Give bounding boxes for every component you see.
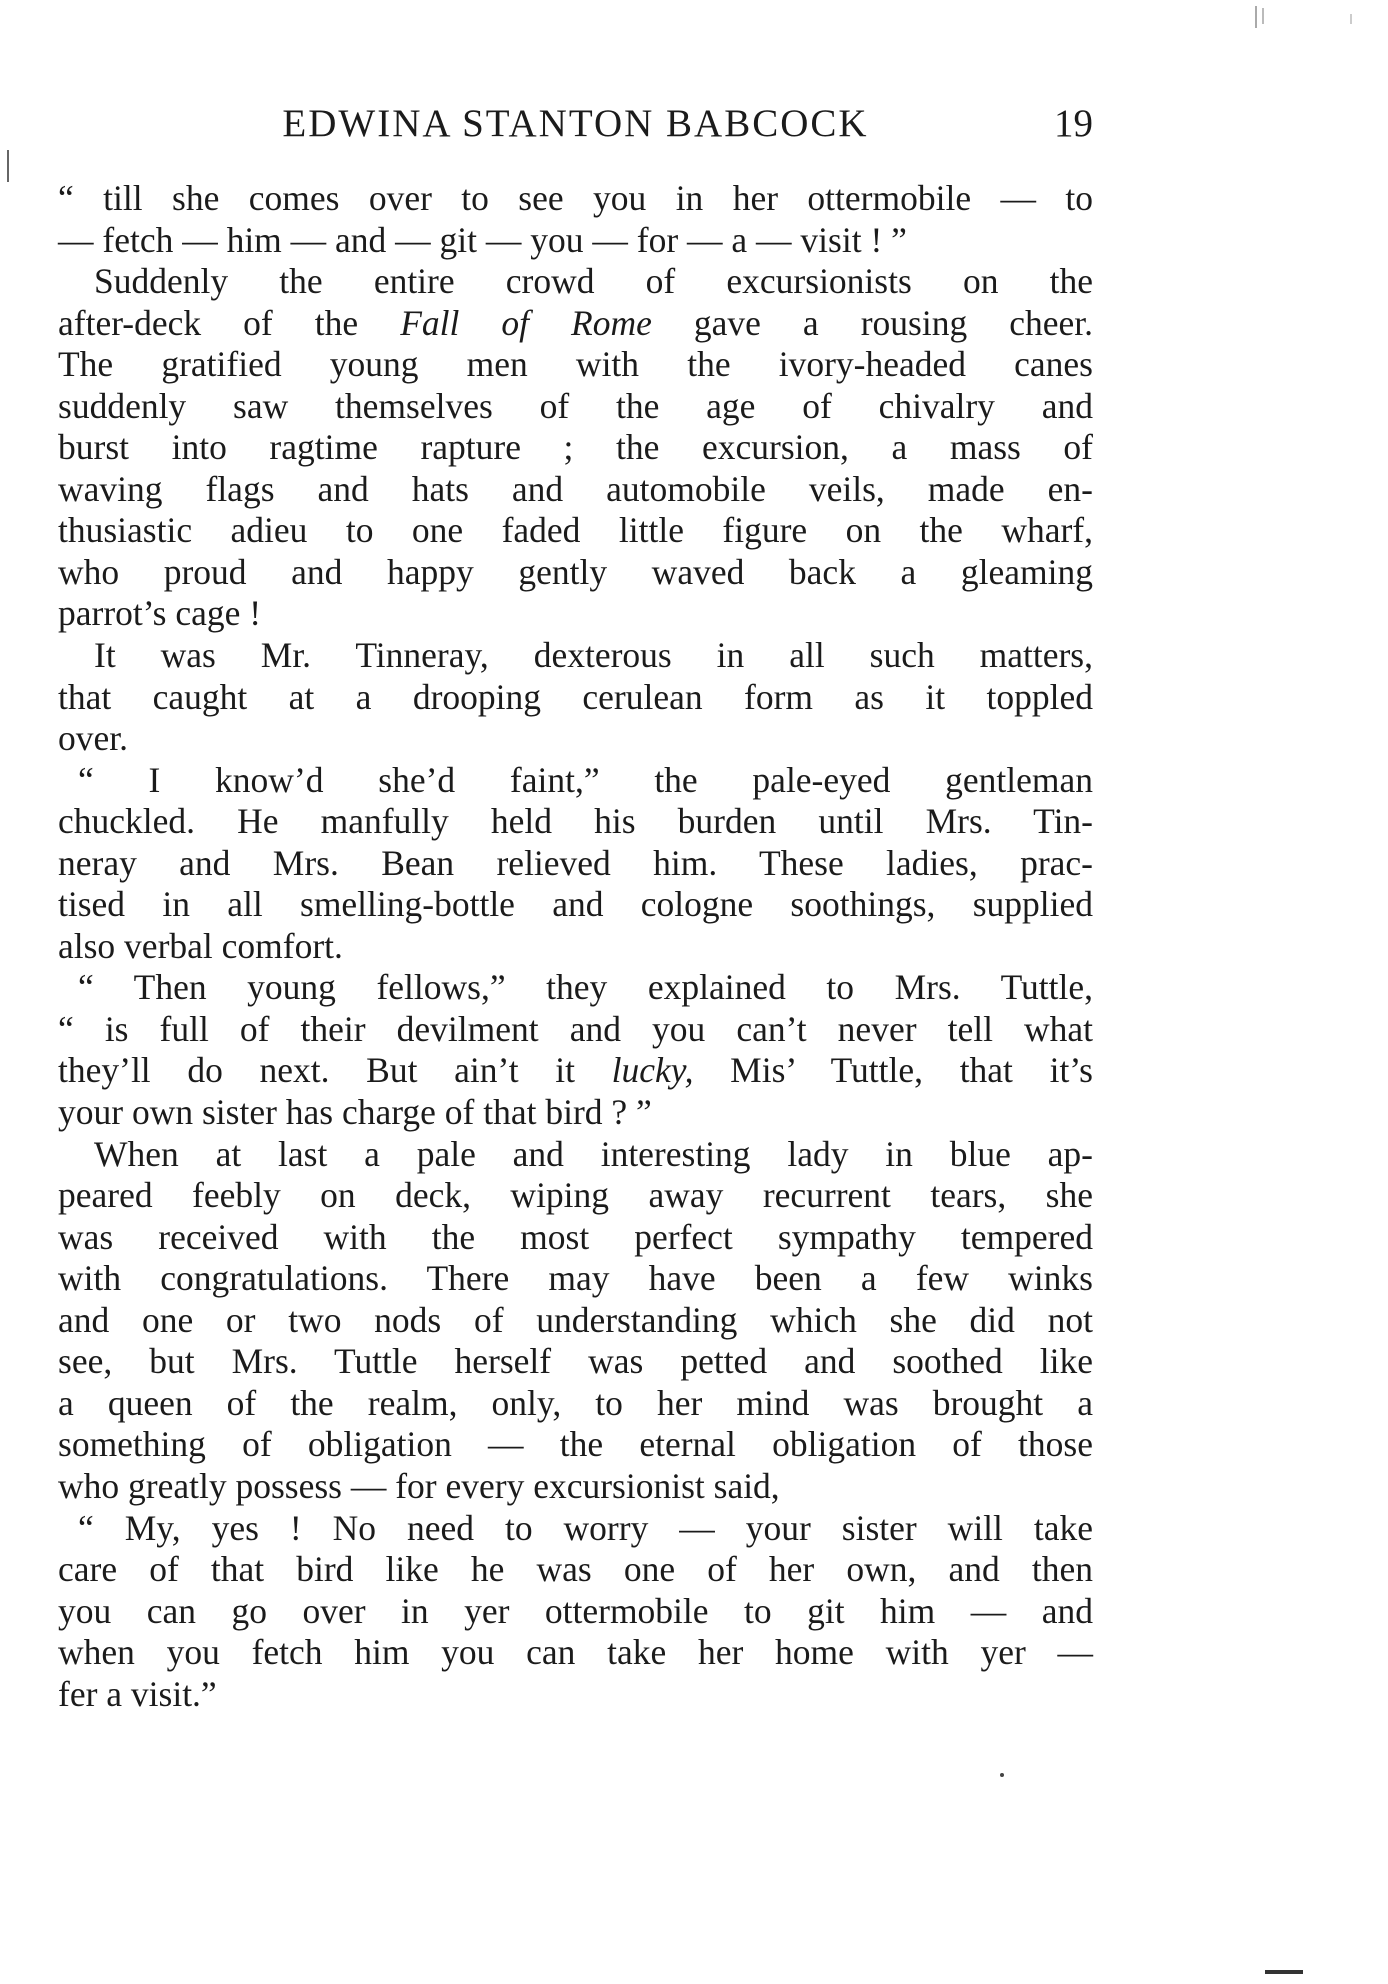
text-line: with congratulations. There may have been a few winks [58,1258,1093,1299]
scan-speck [1350,14,1352,24]
text-line: your own sister has charge of that bird ? ” [58,1092,652,1133]
text-run: Mis’ Tuttle, that it’s [693,1050,1094,1091]
text-run: they’ll do next. But ain’t it [58,1050,612,1091]
text-line: burst into ragtime rapture ; the excursion, a mass of [58,427,1093,468]
text-line: neray and Mrs. Bean relieved him. These ladies, prac- [58,842,1093,883]
text-line: over. [58,718,128,759]
text-line [58,1050,1093,1092]
text-line: The gratified young men with the ivory-headed canes [58,344,1093,385]
text-line: who greatly possess — for every excursionist said, [58,1465,780,1506]
text-line: When at last a pale and interesting lady in blue ap- [94,1133,1093,1174]
body-text [58,178,1093,1715]
scan-speck [1000,1773,1004,1777]
text-line: fer a visit.” [58,1673,217,1714]
text-line: a queen of the realm, only, to her mind was brought a [58,1382,1093,1423]
text-line: waving flags and hats and automobile veils, made en- [58,468,1093,509]
text-line: see, but Mrs. Tuttle herself was petted and soothed like [58,1341,1093,1382]
text-line: peared feebly on deck, wiping away recurrent tears, she [58,1175,1093,1216]
text-line: “ My, yes ! No need to worry — your sister will take [78,1507,1093,1548]
emphasis-word: lucky, [611,1050,694,1091]
text-line: suddenly saw themselves of the age of chivalry and [58,385,1093,426]
text-line: “ is full of their devilment and you can’t never tell what [58,1008,1093,1049]
page-number: 19 [1054,102,1093,145]
text-line: care of that bird like he was one of her own, and then [58,1549,1093,1590]
text-line: — fetch — him — and — git — you — for — a — visit ! ” [58,219,907,260]
scan-speck [7,150,9,182]
text-line: chuckled. He manfully held his burden until Mrs. Tin- [58,801,1093,842]
scan-speck [1255,6,1257,28]
text-line [58,303,1093,345]
text-line: was received with the most perfect sympathy tempered [58,1216,1093,1257]
text-run: after-deck of the [58,302,401,343]
text-line: who proud and happy gently waved back a gleaming [58,551,1093,592]
text-line: tised in all smelling-bottle and cologne soothings, supplied [58,884,1093,925]
scan-speck [1265,1970,1303,1974]
running-title: EDWINA STANTON BABCOCK [282,102,869,145]
scan-speck [1262,8,1264,24]
text-line: “ Then young fellows,” they explained to Mrs. Tuttle, [78,967,1093,1008]
text-line: “ till she comes over to see you in her ottermobile — to [58,178,1093,218]
text-line: parrot’s cage ! [58,593,262,634]
text-line: that caught at a drooping cerulean form as it toppled [58,676,1093,717]
ship-name: Fall of Rome [400,302,652,343]
text-line: also verbal comfort. [58,925,343,966]
text-line: something of obligation — the eternal obligation of those [58,1424,1093,1465]
text-line: you can go over in yer ottermobile to git him — and [58,1590,1093,1631]
text-line: when you fetch him you can take her home with yer — [58,1632,1093,1673]
running-head [58,98,1093,150]
text-line: It was Mr. Tinneray, dexterous in all such matters, [94,635,1093,676]
text-run: gave a rousing cheer. [651,302,1094,343]
text-line: “ I know’d she’d faint,” the pale-eyed gentleman [78,759,1093,800]
text-line: thusiastic adieu to one faded little figure on the wharf, [58,510,1093,551]
text-line: Suddenly the entire crowd of excursionists on the [94,261,1093,302]
text-line: and one or two nods of understanding which she did not [58,1299,1093,1340]
